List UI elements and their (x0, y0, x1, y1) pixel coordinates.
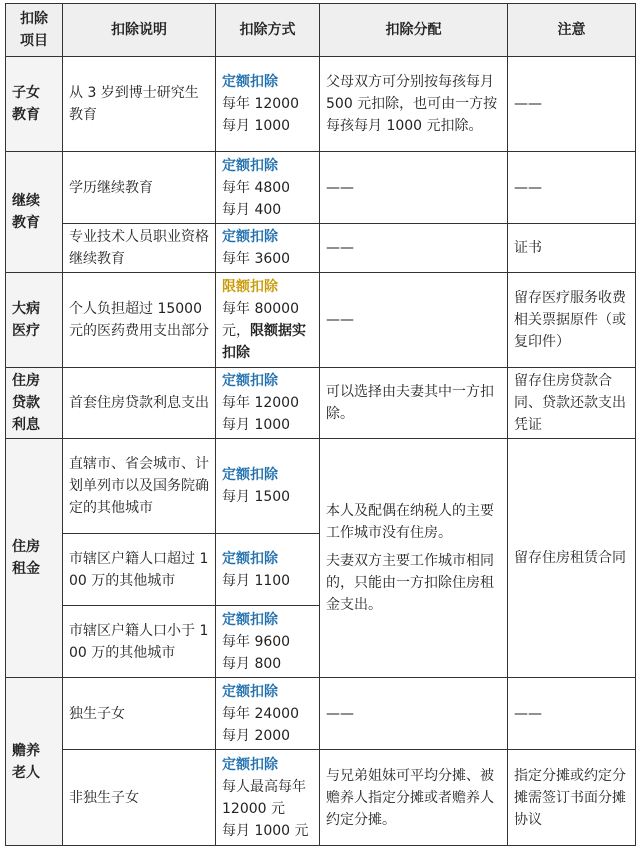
note-cell: 留存住房租赁合同 (508, 439, 636, 678)
method-cell (216, 750, 320, 846)
method-cell (216, 678, 320, 750)
category-cell (6, 678, 63, 846)
row-elderly-support-2 (6, 750, 636, 846)
method-cell (216, 57, 320, 152)
row-continuing-education-2 (6, 224, 636, 273)
row-children-education (6, 57, 636, 152)
allocation-paragraph: 夫妻双方主要工作城市相同的，只能由一方扣除住房租金支出。 (326, 553, 494, 613)
note-cell: 指定分摊或约定分摊需签订书面分摊协议 (508, 750, 636, 846)
description-cell: 从 3 岁到博士研究生教育 (63, 57, 216, 152)
allocation-cell: —— (320, 224, 508, 273)
method-cell (216, 224, 320, 273)
header-method-label: 扣除方式 (239, 22, 296, 38)
allocation-cell (320, 439, 508, 678)
note-cell: 留存医疗服务收费相关票据原件（或复印件） (508, 273, 636, 368)
row-mortgage-interest (6, 368, 636, 439)
category-label: 住房 贷款 利息 (12, 373, 40, 433)
allocation-cell: 父母双方可分别按每孩每月 500 元扣除，也可由一方按每孩每月 1000 元扣除。 (320, 57, 508, 152)
row-housing-rent-1 (6, 439, 636, 534)
method-cell (216, 152, 320, 224)
allocation-cell: —— (320, 273, 508, 368)
category-label: 大病 医疗 (12, 301, 40, 339)
method-bold: 限额据实扣除 (222, 323, 306, 361)
allocation-cell: 可以选择由夫妻其中一方扣除。 (320, 368, 508, 439)
description-cell: 直辖市、省会城市、计划单列市以及国务院确定的其他城市 (63, 439, 216, 534)
method-line: 每月 1000 (222, 417, 291, 433)
description-cell: 学历继续教育 (63, 152, 216, 224)
note-cell: —— (508, 152, 636, 224)
method-line: 每年 12000 (222, 96, 299, 112)
description-cell: 独生子女 (63, 678, 216, 750)
note-cell: 留存住房贷款合同、贷款还款支出凭证 (508, 368, 636, 439)
category-cell (6, 273, 63, 368)
description-cell: 首套住房贷款利息支出 (63, 368, 216, 439)
description-cell: 市辖区户籍人口超过 100 万的其他城市 (63, 534, 216, 606)
method-type: 定额扣除 (222, 157, 278, 174)
method-cell (216, 273, 320, 368)
method-line: 每月 2000 (222, 727, 291, 744)
category-cell (6, 439, 63, 678)
note-cell: —— (508, 57, 636, 152)
method-type: 定额扣除 (222, 550, 278, 567)
method-type: 定额扣除 (222, 756, 278, 773)
note-cell: —— (508, 678, 636, 750)
header-row (6, 4, 636, 57)
category-cell (6, 152, 63, 273)
method-line: 每人最高每年 12000 元 (222, 778, 306, 817)
allocation-cell: —— (320, 678, 508, 750)
description-cell: 非独生子女 (63, 750, 216, 846)
header-category-label: 扣除 项目 (20, 11, 48, 49)
method-line: 每年 12000 (222, 395, 299, 411)
header-method (216, 4, 320, 57)
method-cell (216, 606, 320, 678)
method-line: 每月 400 (222, 201, 282, 218)
category-cell (6, 368, 63, 439)
row-continuing-education-1 (6, 152, 636, 224)
method-type: 定额扣除 (222, 683, 278, 700)
description-cell: 个人负担超过 15000 元的医药费用支出部分 (63, 273, 216, 368)
method-type: 定额扣除 (222, 467, 278, 483)
header-description (63, 4, 216, 57)
method-type: 定额扣除 (222, 229, 278, 245)
category-label: 继续 教育 (12, 193, 40, 231)
method-line: 每月 1000 (222, 118, 291, 134)
method-type: 定额扣除 (222, 74, 278, 90)
method-line: 每月 800 (222, 655, 282, 672)
header-note (508, 4, 636, 57)
category-cell (6, 57, 63, 152)
header-allocation (320, 4, 508, 57)
row-serious-illness (6, 273, 636, 368)
allocation-paragraph: 本人及配偶在纳税人的主要工作城市没有住房。 (326, 503, 494, 541)
row-elderly-support-1 (6, 678, 636, 750)
allocation-cell: 与兄弟姐妹可平均分摊、被赡养人指定分摊或者赡养人约定分摊。 (320, 750, 508, 846)
method-line: 每年 3600 (222, 251, 291, 267)
note-cell: 证书 (508, 224, 636, 273)
header-note-label: 注意 (557, 22, 586, 38)
header-allocation-label: 扣除分配 (385, 22, 442, 38)
category-label: 赡养 老人 (12, 742, 40, 781)
method-line: 每月 1100 (222, 572, 291, 589)
method-line: 每月 1500 (222, 489, 291, 505)
method-line: 每年 24000 (222, 705, 299, 722)
method-line: 每年 4800 (222, 179, 291, 196)
method-cell (216, 368, 320, 439)
category-label: 子女 教育 (12, 85, 40, 123)
method-cell (216, 439, 320, 534)
description-cell: 专业技术人员职业资格继续教育 (63, 224, 216, 273)
allocation-cell: —— (320, 152, 508, 224)
header-description-label: 扣除说明 (111, 22, 167, 38)
header-category (6, 4, 63, 57)
description-cell: 市辖区户籍人口小于 100 万的其他城市 (63, 606, 216, 678)
method-cell (216, 534, 320, 606)
deduction-table (5, 3, 636, 846)
method-line: 每年 9600 (222, 633, 291, 650)
category-label: 住房 租金 (12, 539, 40, 577)
method-type: 定额扣除 (222, 611, 278, 628)
method-text: 每年 80000 元， (222, 301, 299, 339)
method-type: 限额扣除 (222, 279, 278, 295)
method-line: 每月 1000 元 (222, 822, 309, 839)
method-type: 定额扣除 (222, 373, 278, 389)
